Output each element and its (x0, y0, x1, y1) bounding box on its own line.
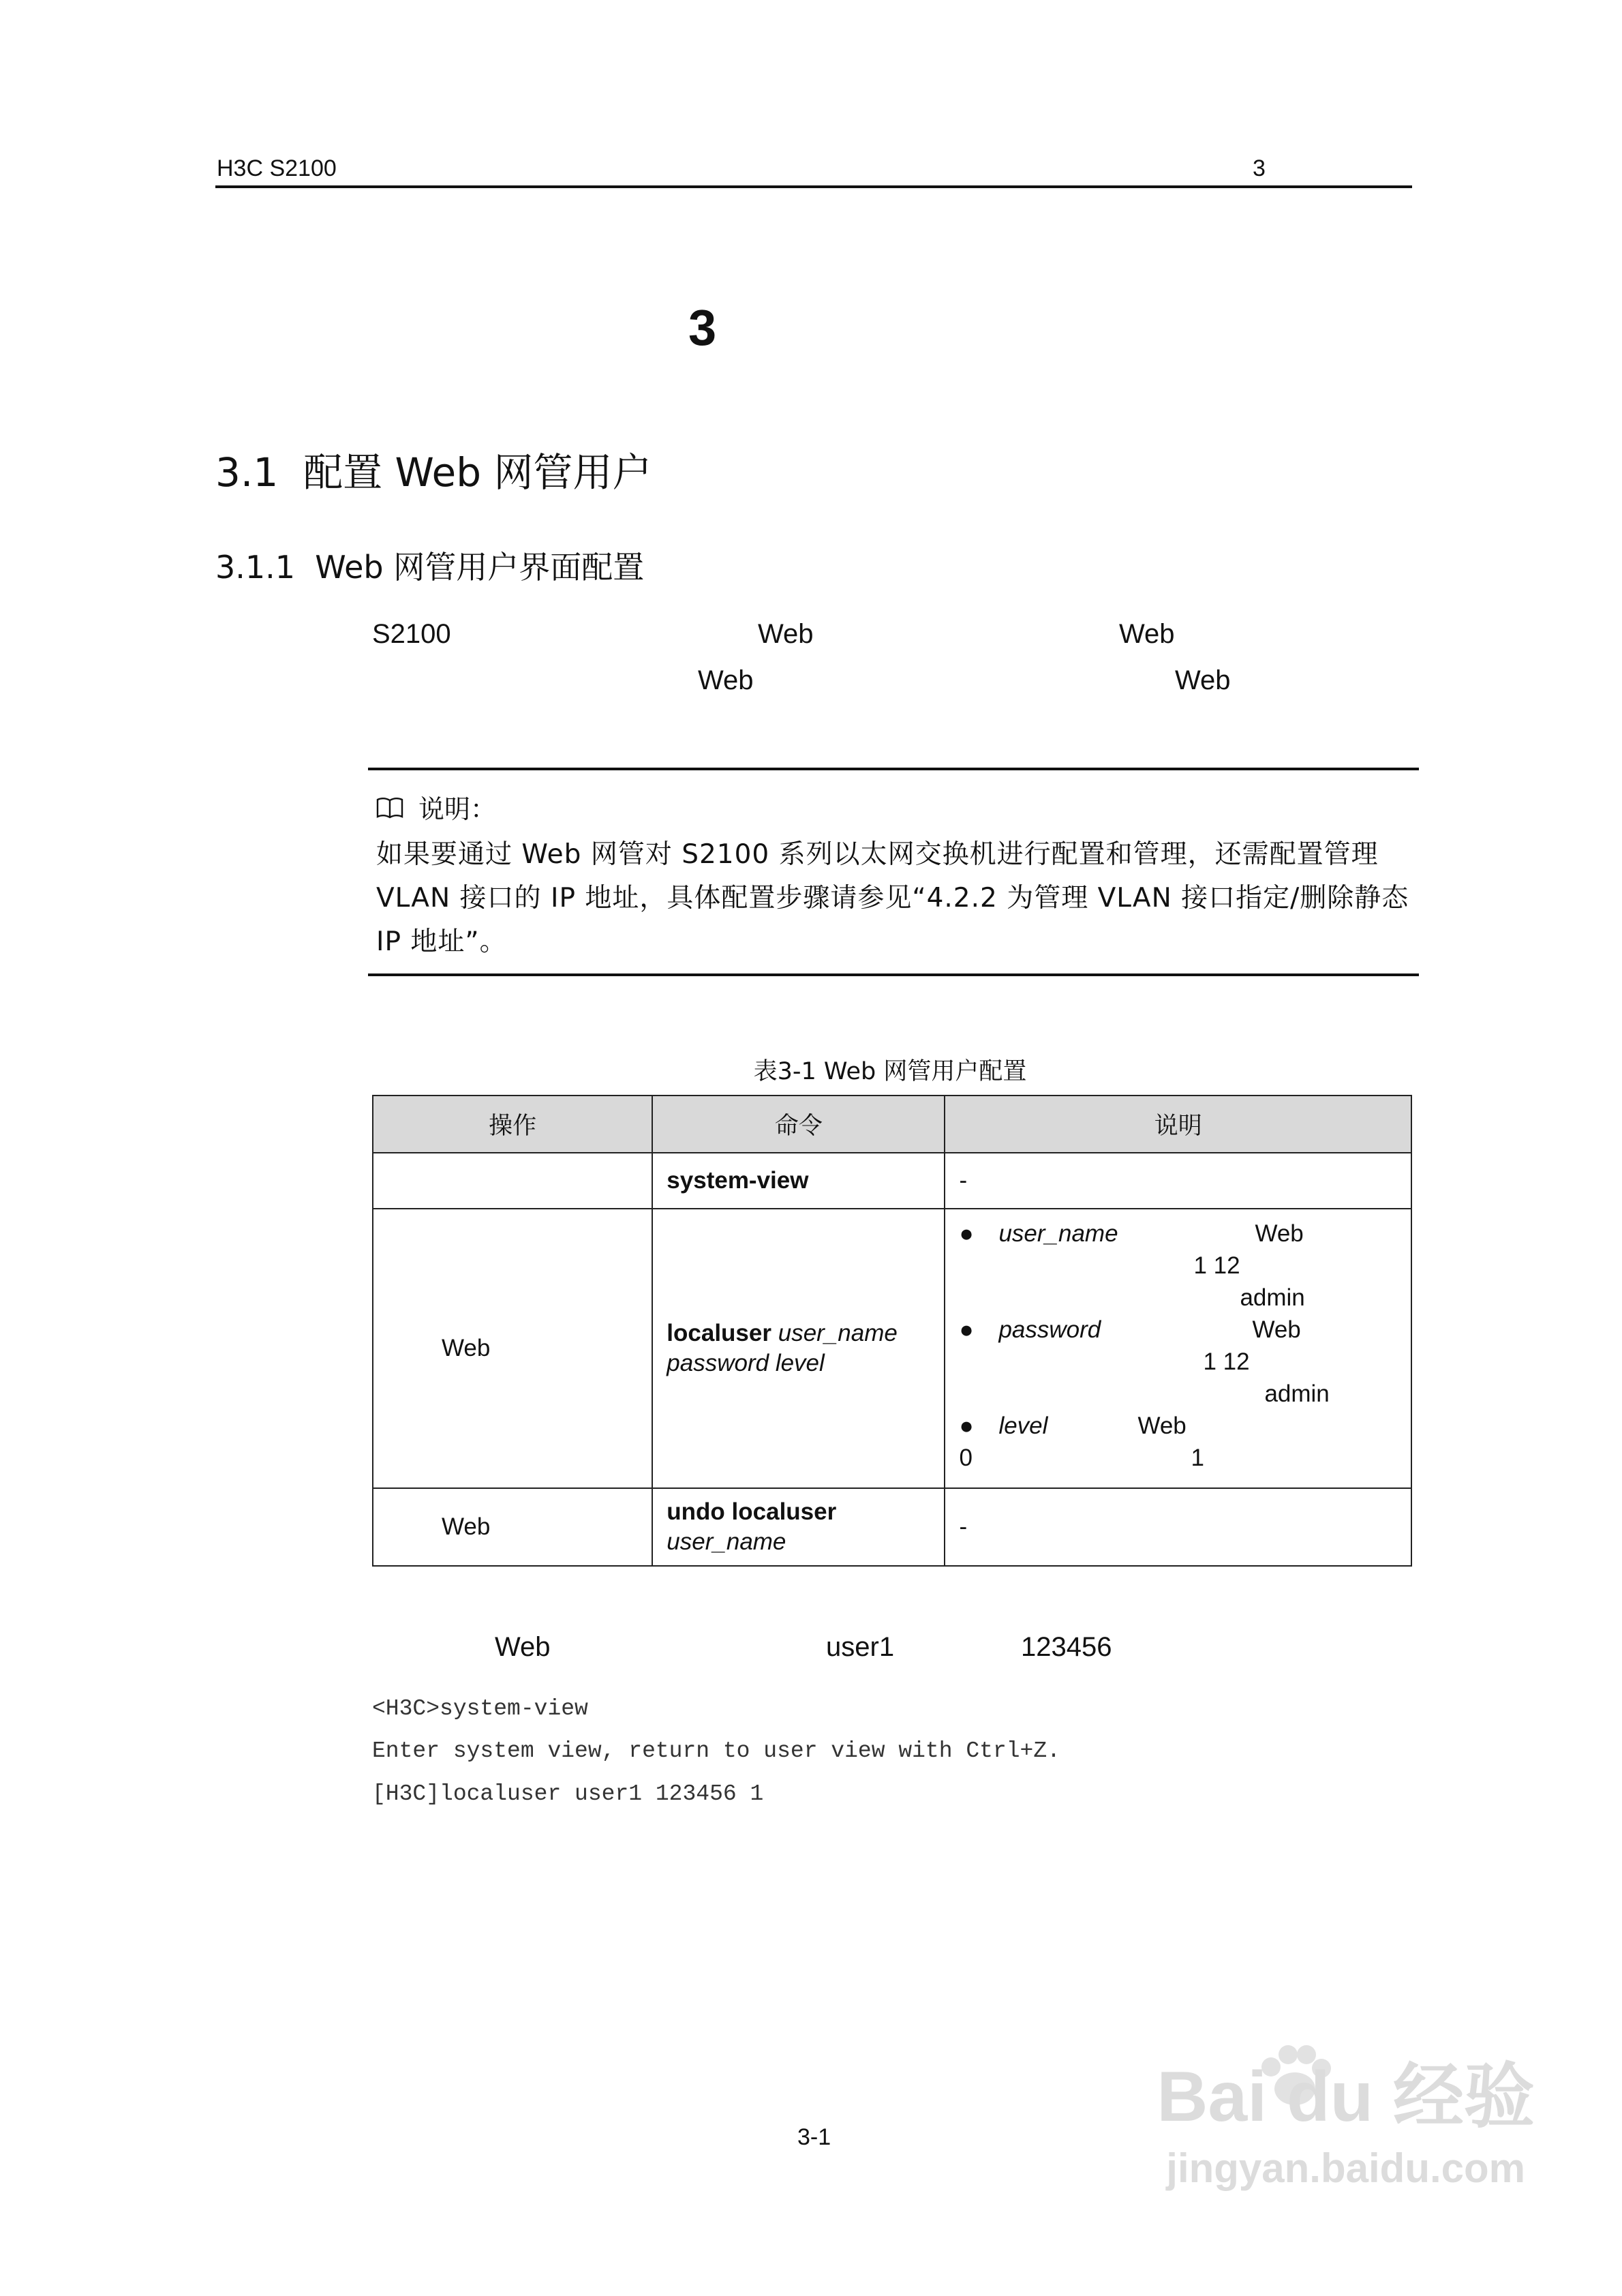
header-right: 3 (1253, 155, 1266, 181)
desc-fragment: 0 (959, 1445, 973, 1471)
header-rule (215, 185, 1412, 188)
note-title-text: 说明： (418, 794, 497, 824)
cmd-bold: undo localuser (667, 1498, 837, 1525)
example-fragment: 123456 (1021, 1632, 1112, 1662)
desc-fragment: admin (1240, 1284, 1305, 1311)
subsection-heading (215, 543, 644, 588)
intro-fragment: Web (1175, 665, 1231, 695)
desc-cell: - (945, 1153, 1411, 1209)
page-number: 3-1 (797, 2124, 831, 2150)
desc-fragment: Web (1255, 1220, 1304, 1247)
table-row (373, 1209, 1411, 1488)
note-bottom-rule (368, 973, 1419, 976)
desc-term: level (998, 1413, 1048, 1439)
table-header-cell: 说明 (945, 1096, 1411, 1153)
table-row (373, 1488, 1411, 1566)
cmd-bold: localuser (667, 1320, 771, 1346)
intro-fragment: S2100 (372, 619, 451, 649)
cmd-cell (652, 1153, 945, 1209)
table-header-row (373, 1096, 1411, 1153)
desc-fragment: 1 (1191, 1445, 1204, 1471)
example-fragment: Web (495, 1632, 551, 1662)
section-heading (215, 440, 652, 498)
note-body: 如果要通过 Web 网管对 S2100 系列以太网交换机进行配置和管理，还需配置管理 VLAN 接口的 IP 地址，具体配置步骤请参见“4.2.2 为管理 VLAN 接口指定/删除静态 IP 地址”。 (376, 839, 1409, 957)
desc-line: ● user_name Web (959, 1220, 1304, 1247)
cmd-italic: password level (667, 1350, 825, 1376)
intro-fragment: Web (1119, 619, 1175, 649)
desc-line (959, 1380, 1397, 1413)
section-title: 配置 Web 网管用户 (303, 449, 652, 496)
intro-fragment: Web (698, 665, 754, 695)
section-number: 3.1 (215, 449, 279, 496)
desc-fragment: admin (1264, 1380, 1330, 1407)
watermark-brand: Bai du 经验 (1157, 2057, 1535, 2136)
cmd-cell (652, 1488, 945, 1566)
op-cell: Web (373, 1488, 652, 1566)
note-title (376, 788, 496, 826)
note-top-rule (368, 768, 1419, 770)
cmd-bold: system-view (667, 1167, 809, 1194)
config-table (372, 1095, 1412, 1567)
code-line: [H3C]localuser user1 123456 1 (372, 1781, 764, 1807)
table-caption: 表3-1 Web 网管用户配置 (753, 1058, 1027, 1085)
table-header-cell: 命令 (652, 1096, 945, 1153)
subsection-number: 3.1.1 (215, 549, 296, 586)
cmd-cell (652, 1209, 945, 1488)
desc-fragment: 1 12 (1193, 1252, 1240, 1279)
cmd-italic: user_name (667, 1528, 786, 1555)
cmd-italic: user_name (778, 1320, 898, 1346)
op-cell: Web (373, 1209, 652, 1488)
table-row (373, 1153, 1411, 1209)
desc-fragment: 1 12 (1203, 1348, 1250, 1375)
chapter-number: 3 (688, 299, 717, 356)
desc-cell (945, 1209, 1411, 1488)
desc-cell: - (945, 1488, 1411, 1566)
watermark (1157, 2056, 1535, 2192)
code-line: Enter system view, return to user view with Ctrl+Z. (372, 1738, 1060, 1764)
header-left: H3C S2100 (217, 155, 337, 181)
watermark-url: jingyan.baidu.com (1166, 2145, 1526, 2191)
desc-line (959, 1348, 1397, 1380)
code-line: <H3C>system-view (372, 1696, 588, 1721)
desc-term: user_name (998, 1220, 1118, 1247)
desc-line (959, 1445, 1397, 1477)
desc-line (959, 1252, 1397, 1284)
example-fragment: user1 (826, 1632, 895, 1662)
desc-line: ● password Web (959, 1316, 1301, 1343)
desc-fragment: Web (1137, 1413, 1187, 1439)
op-cell (373, 1153, 652, 1209)
book-icon (376, 796, 403, 819)
desc-term: password (998, 1316, 1101, 1343)
desc-fragment: Web (1252, 1316, 1301, 1343)
intro-fragment: Web (758, 619, 814, 649)
desc-line: ● level Web (959, 1413, 1187, 1439)
table-header-cell: 操作 (373, 1096, 652, 1153)
subsection-title: Web 网管用户界面配置 (315, 549, 645, 586)
desc-line (959, 1284, 1397, 1316)
